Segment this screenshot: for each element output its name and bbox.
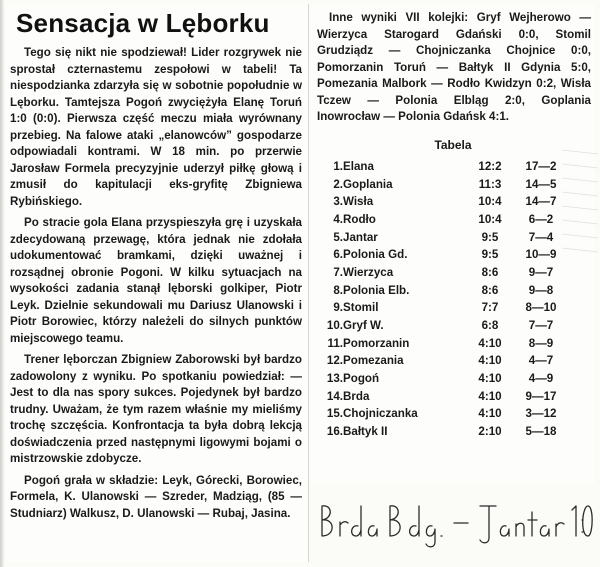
row-team: Pomezania <box>343 354 404 368</box>
row-points: 4:10 <box>478 372 502 386</box>
row-position: 10. <box>326 319 343 333</box>
pencil-hatching <box>560 140 600 260</box>
article-body <box>6 45 308 522</box>
row-points: 4:10 <box>478 354 502 368</box>
table-row <box>317 317 569 335</box>
article-clipping <box>6 4 309 562</box>
row-position: 16. <box>326 425 343 439</box>
row-goals: 9—17 <box>525 389 557 403</box>
article-paragraph: Po stracie gola Elana przyspieszyła grę i uzyskała zdecydowaną przewagę, która jednak nie zdołała udokumentować bramkami, dzięki uważnej i rozsądnej obronie Pogoni. W kilku sytuacjach na wysokości zadania stanął lęborski golkiper, Piotr Leyk. Dzielnie sekundowali mu Dariusz Ulanowski i Piotr Borowiec, którzy należeli do silnych punktów miejscowego teamu. <box>10 216 302 345</box>
row-position: 12. <box>326 354 343 368</box>
row-position: 2. <box>333 177 343 191</box>
row-goals: 3—12 <box>525 407 557 421</box>
row-goals: 5—18 <box>525 425 557 439</box>
table-row <box>317 423 569 441</box>
row-points: 11:3 <box>478 177 502 191</box>
row-team: Goplania <box>343 177 393 191</box>
row-goals: 14—7 <box>525 195 557 209</box>
row-points: 2:10 <box>478 425 502 439</box>
table-row <box>317 228 569 246</box>
row-goals: 8—9 <box>528 336 554 350</box>
row-goals: 7—7 <box>528 319 554 333</box>
table-row <box>317 175 569 193</box>
row-points: 10:4 <box>478 212 502 226</box>
handwritten-note <box>318 496 594 550</box>
row-team: Pogoń <box>343 372 380 386</box>
article-paragraph: Tego się nikt nie spodziewał! Lider rozgrywek nie sprostał czternastemu zespołowi w tabeli! Ta niespodzianka zdarzyła się w sobotnie popołudnie w Lęborku. Tamtejsza Pogoń zwyciężyła Elanę Toruń 1:0 (0:0). Pierwsza część meczu miała wyrównany przebieg. Na falowe ataki „elanowców” gospodarze odpowiadali kontrami. W 18 min. po przerwie Jarosław Formela precyzyjnie uderzył piłkę głową i zmusił do kapitulacji eks-gryfitę Zbigniewa Rybińskiego. <box>10 46 302 208</box>
standings-body <box>317 158 569 441</box>
table-row <box>317 246 569 264</box>
table-row <box>317 264 569 282</box>
table-row <box>317 158 569 176</box>
row-team: Stomil <box>343 301 379 315</box>
row-team: Rodło <box>343 212 376 226</box>
row-position: 5. <box>333 230 343 244</box>
row-points: 4:10 <box>478 389 502 403</box>
row-team: Jantar <box>343 230 378 244</box>
row-points: 4:10 <box>478 336 502 350</box>
row-points: 9:5 <box>481 230 499 244</box>
table-row <box>317 352 569 370</box>
row-team: Wierzyca <box>343 265 394 279</box>
row-position: 3. <box>333 195 343 209</box>
results-text: Inne wyniki VII kolejki: Gryf Wejherowo — Wierzyca Starogard Gdański 0:0, Stomil Grudziądz — Chojniczanka Chojnice 0:0, Pomorzanin Toruń — Bałtyk II Gdynia 5:0, Pomezania Malbork — Rodło Kwidzyn 0:2, Wisła Tczew — Polonia Elbląg 2:0, Goplania Inowrocław — Polonia Gdańsk 4:1. <box>317 11 591 123</box>
row-position: 1. <box>333 159 343 173</box>
row-points: 6:8 <box>481 319 499 333</box>
row-goals: 9—7 <box>528 265 554 279</box>
scan-edge <box>0 0 4 567</box>
table-row <box>317 334 569 352</box>
row-position: 13. <box>326 372 343 386</box>
article-paragraph: Trener lęborczan Zbigniew Zaborowski był bardzo zadowolony z wyniku. Po spotkaniu powiedział: — Jest to dla nas spory sukces. Pojedynek był bardzo trudny. Uważam, że tym razem właśnie my mieliśmy trochę szczęścia. Konfrontacja ta była dobrą lekcją doświadczenia przed następnymi ligowymi bojami o mistrzowskie zdobycze. <box>10 353 302 465</box>
table-row <box>317 193 569 211</box>
row-goals: 7—4 <box>528 230 554 244</box>
row-points: 9:5 <box>481 248 499 262</box>
row-position: 4. <box>333 212 343 226</box>
row-points: 4:10 <box>478 407 502 421</box>
article-paragraph: Pogoń grała w składzie: Leyk, Górecki, Borowiec, Formela, K. Ulanowski — Szreder, Madziąg, (85 — Studniarz) Walkusz, D. Ulanowski — Rubaj, Jasina. <box>10 473 302 520</box>
row-goals: 6—2 <box>528 212 554 226</box>
row-goals: 9—8 <box>528 283 554 297</box>
table-row <box>317 281 569 299</box>
row-team: Elana <box>343 159 374 173</box>
handwritten-note-text: Brda Bdg. - Jantar 1:0. <box>318 496 329 497</box>
results-clipping <box>311 4 595 484</box>
row-position: 14. <box>326 389 343 403</box>
row-position: 11. <box>327 336 343 350</box>
row-position: 6. <box>333 248 343 262</box>
row-team: Wisła <box>343 195 374 209</box>
row-goals: 10—9 <box>525 248 557 262</box>
row-position: 15. <box>326 407 343 421</box>
row-goals: 4—9 <box>528 372 554 386</box>
row-team: Polonia Gd. <box>343 248 408 262</box>
row-goals: 17—2 <box>525 159 557 173</box>
table-row <box>317 211 569 229</box>
row-team: Pomorzanin <box>343 336 410 350</box>
standings-table <box>317 158 569 441</box>
table-row <box>317 370 569 388</box>
row-position: 9. <box>333 301 343 315</box>
row-team: Bałtyk II <box>343 425 388 439</box>
row-goals: 14—5 <box>525 177 557 191</box>
row-team: Polonia Elb. <box>343 283 410 297</box>
row-goals: 4—7 <box>528 354 554 368</box>
row-position: 8. <box>333 283 343 297</box>
row-team: Gryf W. <box>343 319 384 333</box>
row-points: 12:2 <box>478 159 502 173</box>
row-points: 10:4 <box>478 195 502 209</box>
row-points: 8:6 <box>481 265 499 279</box>
table-row <box>317 299 569 317</box>
article-headline: Sensacja w Lęborku <box>16 8 270 38</box>
table-title: Tabela <box>434 137 472 152</box>
table-row <box>317 405 569 423</box>
row-team: Chojniczanka <box>343 407 418 421</box>
row-points: 7:7 <box>481 301 499 315</box>
table-row <box>317 387 569 405</box>
other-results <box>311 4 595 126</box>
row-team: Brda <box>343 389 370 403</box>
row-goals: 8—10 <box>525 301 557 315</box>
row-position: 7. <box>333 265 343 279</box>
row-points: 8:6 <box>481 283 499 297</box>
